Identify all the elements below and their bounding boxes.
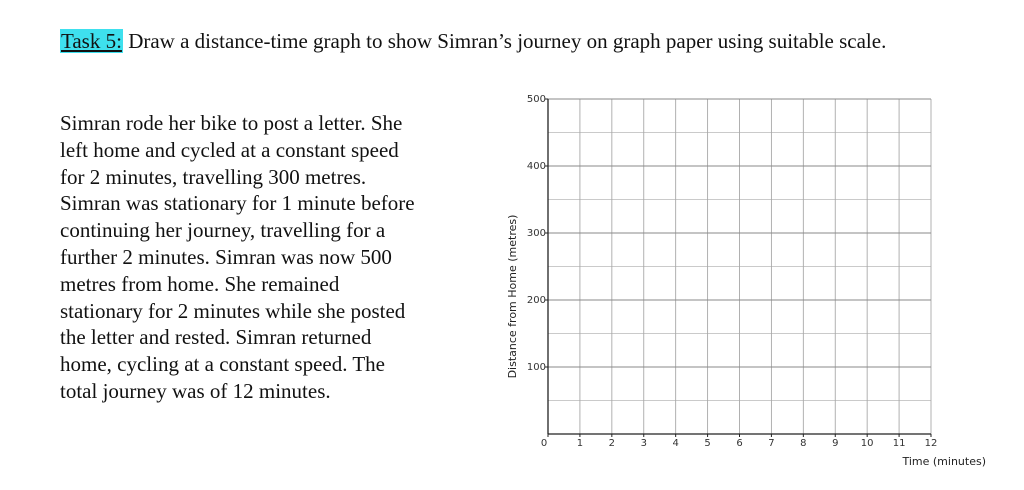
story-line: left home and cycled at a constant speed <box>60 137 399 162</box>
x-tick-label: 7 <box>768 438 775 449</box>
x-tick-label: 10 <box>860 438 874 449</box>
story-line: the letter and rested. Simran returned <box>60 325 372 350</box>
story-line: further 2 minutes. Simran was now 500 <box>60 244 392 269</box>
x-tick-label: 0 <box>540 438 548 449</box>
y-tick-label: 300 <box>526 228 546 239</box>
x-tick-label: 12 <box>924 438 938 449</box>
y-tick-label: 500 <box>526 94 546 105</box>
x-tick-label: 3 <box>640 438 647 449</box>
x-axis-label: Time (minutes) <box>902 455 986 468</box>
y-tick-labels <box>527 94 548 373</box>
x-tick-label: 9 <box>832 438 839 449</box>
x-tick-label: 4 <box>672 438 679 449</box>
story-line: total journey was of 12 minutes. <box>60 378 331 403</box>
x-tick-label: 5 <box>704 438 711 449</box>
story-line: home, cycling at a constant speed. The <box>60 352 386 377</box>
story-line: stationary for 2 minutes while she posted <box>60 298 406 323</box>
task-label: Task 5: <box>61 29 122 53</box>
story-line: Simran rode her bike to post a letter. She <box>60 111 403 135</box>
story-line: continuing her journey, travelling for a <box>60 218 386 243</box>
x-tick-label: 6 <box>736 438 743 449</box>
x-tick-label: 2 <box>608 438 616 449</box>
x-tick-label: 11 <box>892 438 906 449</box>
story-line: Simran was stationary for 1 minute before <box>60 191 415 216</box>
x-tick-labels <box>541 434 938 449</box>
story-line: for 2 minutes, travelling 300 metres. <box>60 164 367 189</box>
y-axis-label: Distance from Home (metres) <box>506 214 519 379</box>
y-tick-label: 100 <box>526 362 546 373</box>
minor-grid <box>548 99 931 434</box>
task-text: Draw a distance-time graph to show Simran’s journey on graph paper using suitable scale. <box>122 29 887 53</box>
y-tick-label: 200 <box>526 295 546 306</box>
x-tick-label: 8 <box>800 438 807 449</box>
story-line: metres from home. She remained <box>60 271 340 296</box>
y-tick-label: 400 <box>526 161 546 172</box>
x-tick-label: 1 <box>576 438 584 449</box>
